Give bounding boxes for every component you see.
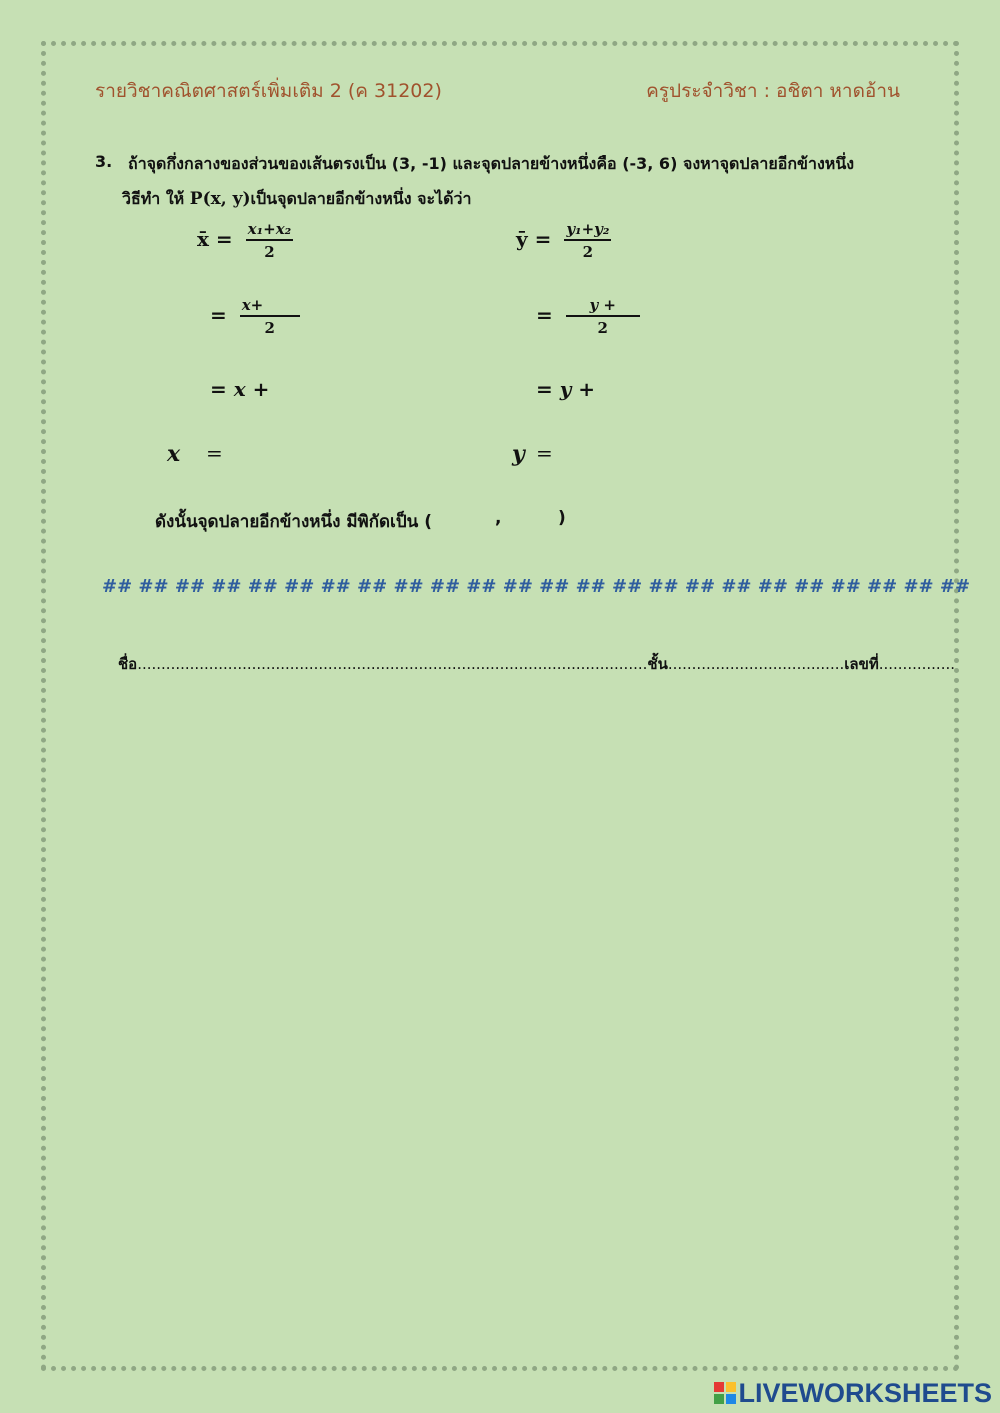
y-step2: [536, 296, 640, 337]
number-field[interactable]: ................: [878, 655, 956, 673]
conclusion-close: ): [558, 508, 566, 528]
x-step2-fraction: [240, 296, 300, 337]
subject-title: รายวิชาคณิตศาสตร์เพิ่มเติม 2 (ค 31202): [95, 80, 442, 102]
xbar-formula: [197, 220, 293, 261]
y-step3: = y +: [536, 377, 596, 401]
liveworksheets-mark-icon: [714, 1382, 736, 1404]
xbar-equals: =: [215, 227, 233, 251]
y-variable: y: [512, 441, 525, 467]
x-variable: x: [167, 441, 181, 467]
conclusion-comma: ,: [495, 508, 502, 528]
x-step2: [210, 296, 300, 337]
method-line: [122, 187, 471, 212]
question-text: ถ้าจุดกึ่งกลางของส่วนของเส้นตรงเป็น (3, -1) และจุดปลายข้างหนึ่งคือ (-3, 6) จงหาจุดปลายอีกข้างหนึ่ง: [128, 154, 855, 173]
ybar-formula: [516, 220, 611, 261]
y-result-equals: =: [536, 441, 553, 465]
page-border: [41, 41, 959, 1371]
conclusion-text: ดังนั้นจุดปลายอีกข้างหนึ่ง มีพิกัดเป็น (: [155, 512, 432, 532]
x-step2-equals: =: [210, 303, 227, 327]
ybar-symbol: ȳ: [516, 227, 528, 251]
xbar-fraction: [246, 220, 294, 261]
ybar-equals: =: [534, 227, 552, 251]
ybar-fraction: [564, 220, 611, 261]
ybar-numerator: y₁+y₂: [564, 220, 611, 241]
y-step2-fraction: [566, 296, 640, 337]
name-label: ชื่อ: [118, 655, 138, 673]
method-prefix: วิธีทำ ให้: [122, 189, 185, 208]
y-step2-denominator: 2: [597, 319, 608, 337]
xbar-numerator: x₁+x₂: [246, 220, 294, 241]
class-field[interactable]: .....................................: [667, 655, 845, 673]
method-suffix: เป็นจุดปลายอีกข้างหนึ่ง จะได้ว่า: [250, 189, 472, 208]
y-step2-numerator: y +: [566, 296, 640, 317]
student-info-line: [118, 652, 955, 676]
x-step2-denominator: 2: [264, 319, 275, 337]
xbar-symbol: x̄: [197, 227, 209, 251]
name-field[interactable]: ...........................................................................................................: [137, 655, 648, 673]
y-step2-equals: =: [536, 303, 553, 327]
hash-separator: ## ## ## ## ## ## ## ## ## ## ## ## ## ## ## ## ## ## ## ## ## ## ## ##: [102, 576, 971, 597]
liveworksheets-logo: [714, 1378, 992, 1409]
method-point: P(x, y): [189, 189, 251, 209]
ybar-denominator: 2: [582, 243, 594, 261]
number-label: เลขที่: [844, 655, 879, 673]
x-result-equals: =: [206, 441, 223, 465]
x-step2-numerator: x+: [240, 296, 300, 317]
teacher-name: ครูประจำวิชา : อชิตา หาดอ้าน: [646, 80, 900, 102]
question-number: 3.: [95, 152, 113, 171]
xbar-denominator: 2: [264, 243, 275, 261]
class-label: ชั้น: [647, 655, 668, 673]
x-step3: = x +: [210, 377, 270, 401]
liveworksheets-text: LIVEWORKSHEETS: [738, 1378, 992, 1408]
